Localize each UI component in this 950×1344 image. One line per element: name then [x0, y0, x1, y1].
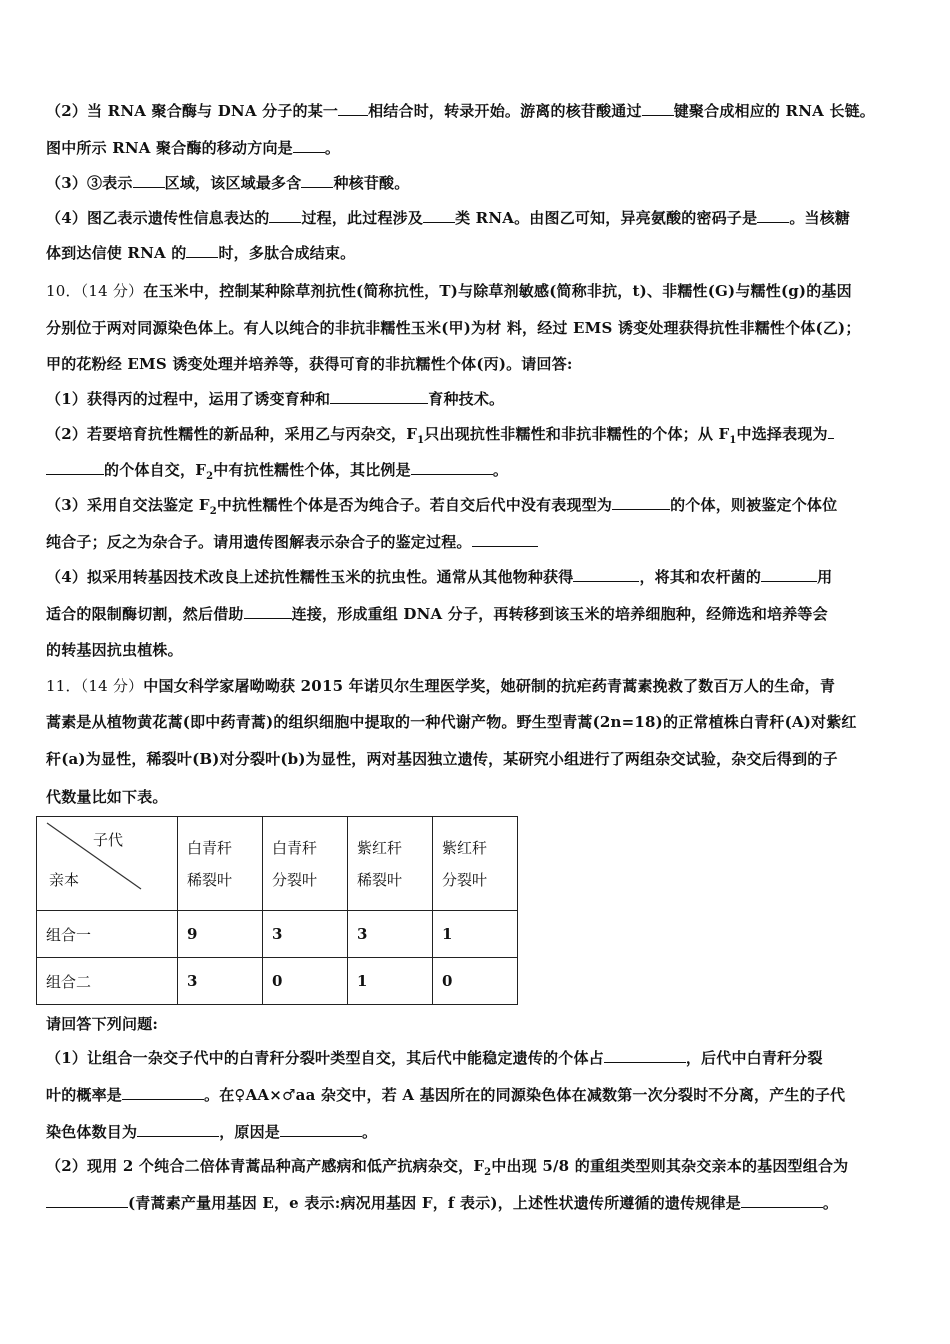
q10-part2-line2: 的个体自交，$F_2$中有抗性糯性个体，其比例是 。: [46, 459, 508, 482]
answer-blank[interactable]: [133, 173, 165, 188]
table-cell: 1: [433, 911, 518, 958]
q11-part2-line1: （2）现用 2 个纯合二倍体青蒿品种高产感病和低产抗病杂交，$F_2$中出现 5/8 的重组类型则其杂交亲本的基因型组合为: [46, 1157, 849, 1178]
column-header: 白青秆 分裂叶: [263, 817, 348, 911]
answer-blank[interactable]: [761, 567, 817, 582]
q11-stem-line3: 秆(a)为显性，稀裂叶(B)对分裂叶(b)为显性，两对基因独立遗传，某研究小组进行了两组杂交试验，杂交后得到的子: [46, 750, 838, 768]
answer-blank[interactable]: [46, 460, 104, 475]
table-corner-cell: [37, 817, 178, 911]
table-cell: 3: [178, 958, 263, 1005]
q11-part1-line3: 染色体数目为 ，原因是 。: [46, 1123, 378, 1141]
offspring-ratio-table: [36, 816, 518, 1005]
q11-part1-line1: （1）让组合一杂交子代中的白青秆分裂叶类型自交，其后代中能稳定遗传的个体占 ，后代中白青秆分裂: [46, 1049, 823, 1067]
table-header-row: [37, 817, 518, 911]
answer-blank[interactable]: [280, 1122, 362, 1137]
answer-blank[interactable]: [293, 138, 325, 153]
answer-blank[interactable]: [46, 1193, 128, 1208]
q9-part4-line2: 体到达信使 RNA 的 时，多肽合成结束。: [46, 244, 356, 262]
q11-stem-line2: 蒿素是从植物黄花蒿(即中药青蒿)的组织细胞中提取的一种代谢产物。野生型青蒿(2n=18)的正常植株白青秆(A)对紫红: [46, 713, 857, 731]
corner-label-offspring: 子代: [93, 831, 124, 849]
table-cell: 0: [263, 958, 348, 1005]
answer-blank[interactable]: [137, 1122, 219, 1137]
q9-part4-line1: （4）图乙表示遗传性信息表达的 过程，此过程涉及 类 RNA。由图乙可知，异亮氨酸的密码子是 。当核糖: [46, 209, 851, 227]
q11-part1-line2: 叶的概率是 。在♀AA×♂aa 杂交中，若 A 基因所在的同源染色体在减数第一次分裂时不分离，产生的子代: [46, 1086, 846, 1104]
answer-blank[interactable]: [612, 495, 670, 510]
corner-label-parent: 亲本: [49, 871, 80, 889]
table-row: [37, 911, 518, 958]
q9-part3: （3）③表示 区域，该区域最多含 种核苷酸。: [46, 174, 410, 192]
answer-blank[interactable]: [757, 208, 789, 223]
q11-stem-line1: 11．（14 分）中国女科学家屠呦呦获 2015 年诺贝尔生理医学奖，她研制的抗疟药青蒿素挽救了数百万人的生命，青: [46, 677, 836, 695]
table-cell: 3: [348, 911, 433, 958]
q10-part2-line1: （2）若要培育抗性糯性的新品种，采用乙与丙杂交，$F_1$只出现抗性非糯性和非抗非糯性的个体；从 $F_1$中选择表现为: [46, 423, 834, 446]
column-header: 紫红秆 分裂叶: [433, 817, 518, 911]
q10-part4-line3: 的转基因抗虫植株。: [46, 641, 183, 659]
answer-blank[interactable]: [741, 1193, 823, 1208]
q10-stem-line1: 10．（14 分）在玉米中，控制某种除草剂抗性(简称抗性，T)与除草剂敏感(简称非抗，t)、非糯性(G)与糯性(g)的基因: [46, 282, 852, 300]
answer-blank[interactable]: [244, 604, 292, 619]
q10-part4-line2: 适合的限制酶切割，然后借助 连接，形成重组 DNA 分子，再转移到该玉米的培养细胞种，经筛选和培养等会: [46, 605, 828, 623]
answer-blank[interactable]: [186, 243, 218, 258]
q10-stem-line3: 甲的花粉经 EMS 诱变处理并培养等，获得可育的非抗糯性个体(丙)。请回答:: [46, 355, 573, 373]
q11-part2-line2: (青蒿素产量用基因 E，e 表示:病况用基因 F，f 表示)，上述性状遗传所遵循的遗传规律是 。: [46, 1192, 838, 1213]
answer-blank[interactable]: [472, 532, 538, 547]
column-header: 紫红秆 稀裂叶: [348, 817, 433, 911]
column-header: 白青秆 稀裂叶: [178, 817, 263, 911]
answer-blank[interactable]: [642, 101, 674, 116]
row-label: 组合一: [37, 911, 178, 958]
answer-blank[interactable]: [411, 460, 493, 475]
answer-blank[interactable]: [330, 389, 428, 404]
table-cell: 0: [433, 958, 518, 1005]
table-row: [37, 958, 518, 1005]
answer-blank[interactable]: [604, 1048, 686, 1063]
answer-blank[interactable]: [423, 208, 455, 223]
answer-blank[interactable]: [338, 101, 368, 116]
q10-part3-line2: 纯合子；反之为杂合子。请用遗传图解表示杂合子的鉴定过程。: [46, 531, 538, 552]
q11-stem-line4: 代数量比如下表。: [46, 788, 168, 806]
answer-blank[interactable]: [269, 208, 301, 223]
q10-part4-line1: （4）拟采用转基因技术改良上述抗性糯性玉米的抗虫性。通常从其他物种获得 ，将其和农杆菌的 用: [46, 568, 833, 586]
answer-blank[interactable]: [122, 1085, 204, 1100]
q10-part1: （1）获得丙的过程中，运用了诱变育种和 育种技术。: [46, 390, 505, 408]
table-cell: 9: [178, 911, 263, 958]
answer-blank[interactable]: [828, 424, 834, 439]
q9-part2-line2: 图中所示 RNA 聚合酶的移动方向是 。: [46, 139, 341, 157]
table-cell: 1: [348, 958, 433, 1005]
answer-blank[interactable]: [301, 173, 333, 188]
question-number: 11．（14 分）: [46, 677, 144, 695]
q11-ask: 请回答下列问题:: [46, 1015, 159, 1033]
q9-part2-line1: （2）当 RNA 聚合酶与 DNA 分子的某一 相结合时，转录开始。游离的核苷酸通过 键聚合成相应的 RNA 长链。: [46, 102, 875, 120]
q10-part3-line1: （3）采用自交法鉴定 $F_2$中抗性糯性个体是否为纯合子。若自交后代中没有表现型为 的个体，则被鉴定个体位: [46, 496, 838, 517]
table-cell: 3: [263, 911, 348, 958]
question-number: 10．（14 分）: [46, 282, 144, 300]
q10-stem-line2: 分别位于两对同源染色体上。有人以纯合的非抗非糯性玉米(甲)为材 料，经过 EMS 诱变处理获得抗性非糯性个体(乙)；: [46, 319, 861, 337]
row-label: 组合二: [37, 958, 178, 1005]
answer-blank[interactable]: [573, 567, 639, 582]
